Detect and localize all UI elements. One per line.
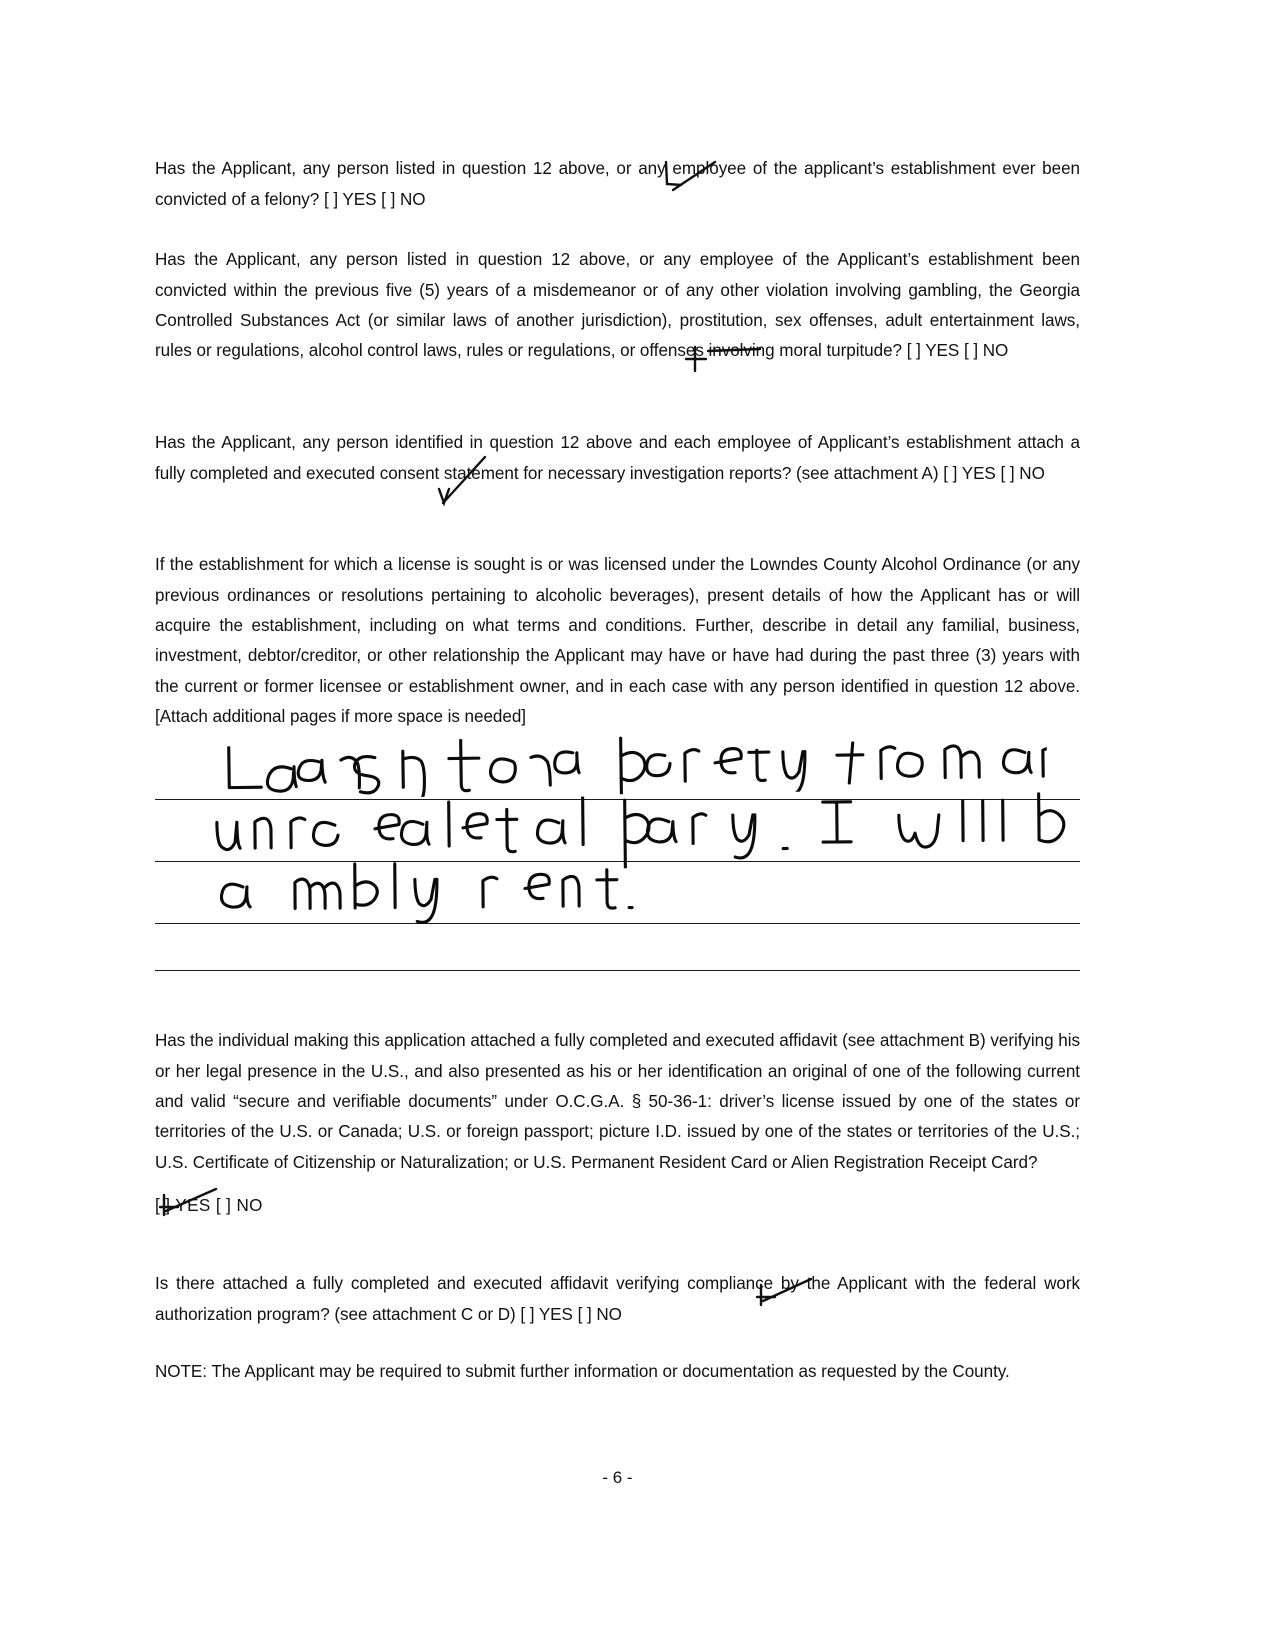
handwritten-answer-line-1 <box>217 728 1048 800</box>
question-16: If the establishment for which a license is sought is or was licensed under the Lowndes County Alcohol Ordinance (or any previous ordinances or resolutions pertaining to alcoholic beverages), present details of how the Applicant has or will acquire the establishment, including on what terms and conditions. Further, describe in detail any familial, business, investment, debtor/creditor, or other relationship the Applicant may have or have had during the past three (3) years with the current or former licensee or establishment owner, and in each case with any person identified in question 12 above. [Attach additional pages if more space is needed] <box>155 555 1080 727</box>
question-17-yes-no[interactable]: [ ] YES [ ] NO <box>155 1196 263 1215</box>
answer-rule-4 <box>155 970 1080 971</box>
page-content <box>155 0 1080 1651</box>
question-14: Has the Applicant, any person listed in question 12 above, or any employee of the Applicant’s establishment been convicted within the previous five (5) years of a misdemeanor or of any other violation involving gambling, the Georgia Controlled Substances Act (or similar laws of another jurisdiction), prostitution, sex offenses, adult entertainment laws, rules or regulations, alcohol control laws, rules or regulations, or offenses involving moral turpitude? [ ] YES [ ] NO <box>155 250 1080 361</box>
question-15: Has the Applicant, any person identified in question 12 above and each employee of Applicant’s establishment attach a fully completed and executed consent statement for necessary investigation reports? (see attachment A) [ ] YES [ ] NO <box>155 433 1080 483</box>
question-16-answer-area[interactable] <box>155 742 1080 967</box>
handwritten-answer-line-3 <box>207 857 728 928</box>
question-13: Has the Applicant, any person listed in question 12 above, or any employee of the applicant’s establishment ever been convicted of a felony? [ ] YES [ ] NO <box>155 159 1080 209</box>
applicant-note: NOTE: The Applicant may be required to submit further information or documentation as requested by the County. <box>155 1362 1010 1382</box>
question-18: Is there attached a fully completed and executed affidavit verifying compliance by the Applicant with the federal work authorization program? (see attachment C or D) [ ] YES [ ] NO <box>155 1274 1080 1324</box>
page-number: - 6 - <box>602 1468 633 1487</box>
question-17: Has the individual making this application attached a fully completed and executed affidavit (see attachment B) verifying his or her legal presence in the U.S., and also presented as his or her identification an original of one of the following current and valid “secure and verifiable documents” under O.C.G.A. § 50-36-1: driver’s license issued by one of the states or territories of the U.S. or Canada; U.S. or foreign passport; picture I.D. issued by one of the states or territories of the U.S.; U.S. Certificate of Citizenship or Naturalization; or U.S. Permanent Resident Card or Alien Registration Receipt Card? <box>155 1031 1080 1172</box>
